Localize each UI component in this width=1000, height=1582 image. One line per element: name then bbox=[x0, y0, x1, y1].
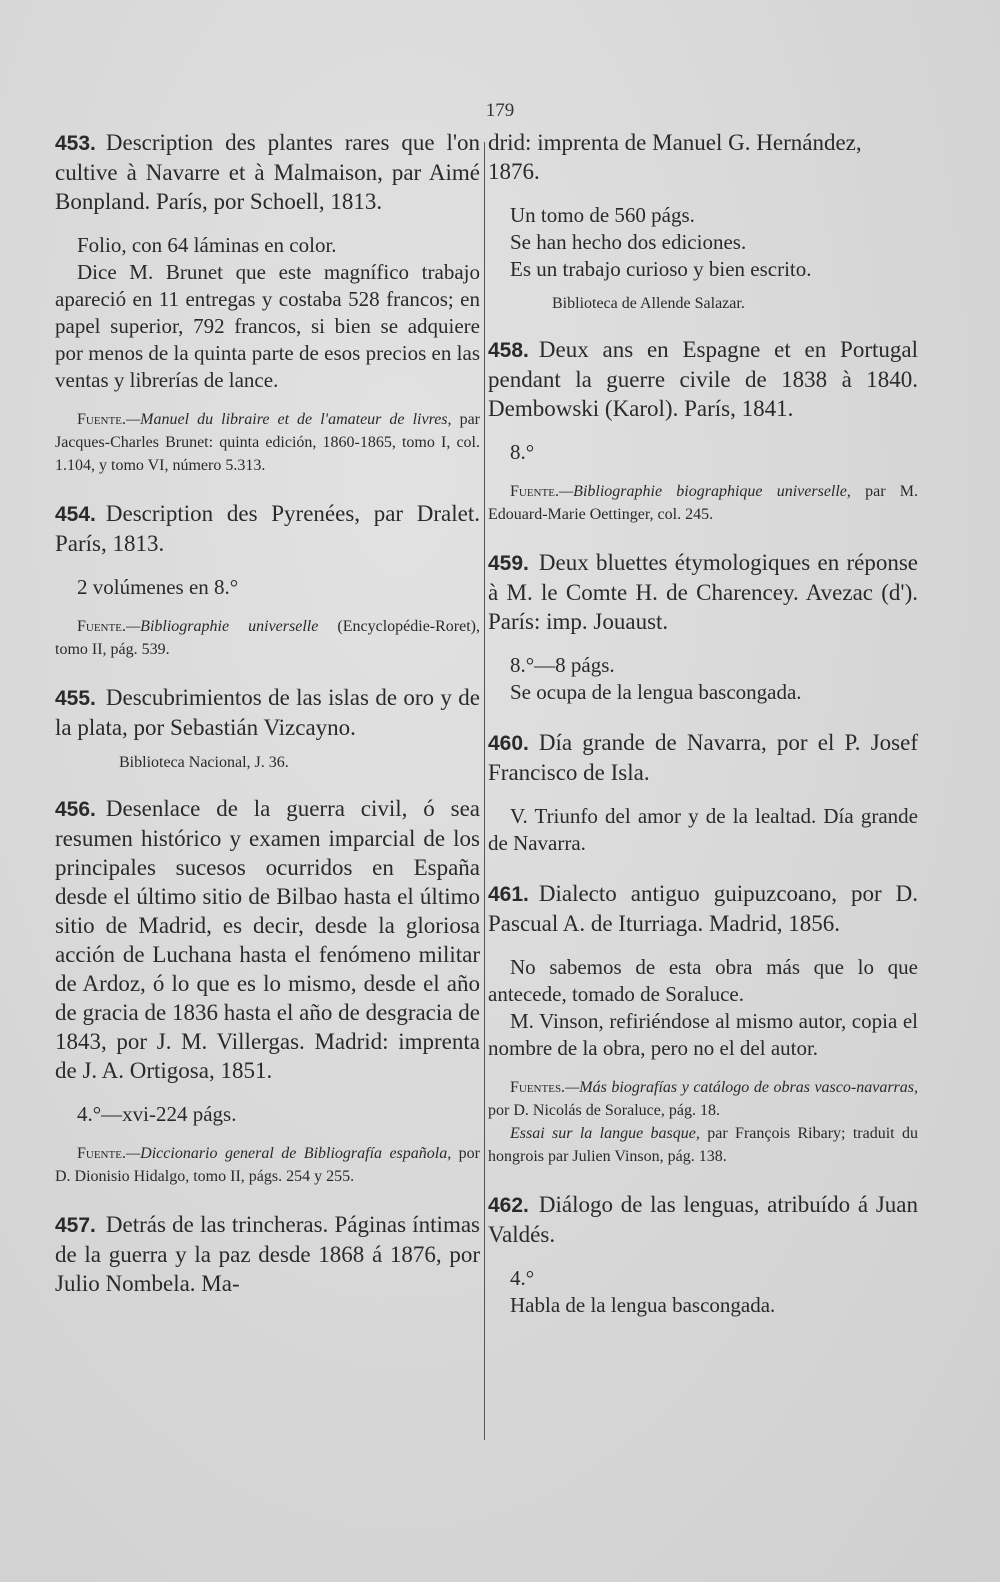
entry-number: 456. bbox=[55, 798, 96, 821]
source-title: —Más biografías y catálogo de obras vasco-navarras, bbox=[565, 1079, 918, 1096]
entry-number: 455. bbox=[55, 687, 96, 710]
source-title: —Diccionario general de Bibliografía española, bbox=[125, 1145, 452, 1162]
source-detail: por D. Dionisio Hidalgo, tomo II, págs. 254 y 255. bbox=[55, 1145, 480, 1185]
entry-title: Desenlace de la guerra civil, ó sea resumen histórico y examen imparcial de los principales sucesos ocurridos en España desde el último sitio de Bilbao hasta el último sitio de Madrid, es decir, desde la gloriosa acción de Luchana hasta el fenómeno militar de Ardoz, ó lo que es lo mismo, desde el año de gracia de 1836 hasta el año de desgracia de 1843, por J. M. Villergas. Madrid: imprenta de J. A. Ortigosa, 1851. bbox=[55, 796, 480, 1083]
entry-title: Diálogo de las lenguas, atribuído á Juan Valdés. bbox=[488, 1192, 918, 1247]
entry-number: 461. bbox=[488, 883, 529, 906]
entry-heading bbox=[55, 128, 480, 216]
entry-paragraph: Folio, con 64 láminas en color. bbox=[77, 233, 337, 257]
source-label: Fuente. bbox=[77, 1145, 126, 1162]
entry-source bbox=[488, 480, 918, 526]
entry-heading bbox=[488, 879, 918, 938]
left-column bbox=[55, 128, 480, 1320]
entry-number: 454. bbox=[55, 503, 96, 526]
entry-heading bbox=[55, 499, 480, 558]
source-detail: par Jacques-Charles Brunet: quinta edición, 1860-1865, tomo I, col. 1.104, y tomo VI, número 5.313. bbox=[55, 411, 480, 474]
entry-title: Detrás de las trincheras. Páginas íntimas de la guerra y la paz desde 1868 á 1876, por Julio Nombela. Ma- bbox=[55, 1212, 480, 1296]
column-divider bbox=[484, 142, 485, 1440]
entry-heading bbox=[55, 1210, 480, 1298]
entry-location: Biblioteca de Allende Salazar. bbox=[552, 295, 745, 312]
entry-455 bbox=[55, 683, 480, 772]
entry-number: 457. bbox=[55, 1214, 96, 1237]
entry-456 bbox=[55, 794, 480, 1188]
entry-paragraph: No sabemos de esta obra más que lo que antecede, tomado de Soraluce. bbox=[488, 955, 918, 1006]
entry-heading bbox=[488, 728, 918, 787]
source-detail: (Encyclopédie-Roret), tomo II, pág. 539. bbox=[55, 618, 480, 658]
entry-paragraph: V. Triunfo del amor y de la lealtad. Día grande de Navarra. bbox=[488, 804, 918, 855]
entry-title: Dialecto antiguo guipuzcoano, por D. Pascual A. de Iturriaga. Madrid, 1856. bbox=[488, 881, 918, 936]
source-label: Fuente. bbox=[77, 411, 126, 428]
entry-paragraph: Habla de la lengua bascongada. bbox=[510, 1293, 776, 1317]
entry-457-continuation bbox=[488, 128, 918, 313]
source-title: Essai sur la langue basque, bbox=[510, 1125, 700, 1142]
entry-title: Deux ans en Espagne et en Portugal pendant la guerre civile de 1838 à 1840. Dembowski (Karol). París, 1841. bbox=[488, 337, 918, 421]
entry-paragraph: Dice M. Brunet que este magnífico trabajo apareció en 11 entregas y costaba 528 francos; en papel superior, 792 francos, si bien se adquiere por menos de la quinta parte de esos precios en las ventas y librerías de lance. bbox=[55, 260, 480, 392]
entry-457 bbox=[55, 1210, 480, 1298]
entry-source bbox=[488, 1076, 918, 1122]
entry-heading bbox=[488, 548, 918, 636]
source-detail: por D. Nicolás de Soraluce, pág. 18. bbox=[488, 1102, 720, 1119]
entry-heading bbox=[55, 683, 480, 742]
source-detail: par M. Edouard-Marie Oettinger, col. 245. bbox=[488, 483, 918, 523]
entry-462 bbox=[488, 1190, 918, 1319]
entry-source bbox=[55, 1142, 480, 1188]
entry-paragraph: Se ocupa de la lengua bascongada. bbox=[510, 680, 802, 704]
entry-paragraph: 4.° bbox=[510, 1266, 535, 1290]
entry-source-secondary bbox=[488, 1122, 918, 1168]
entry-heading bbox=[55, 794, 480, 1085]
entry-454 bbox=[55, 499, 480, 661]
entry-source bbox=[55, 408, 480, 477]
page-number: 179 bbox=[485, 100, 515, 121]
entry-number: 459. bbox=[488, 552, 529, 575]
entry-459 bbox=[488, 548, 918, 706]
entry-title: Description des plantes rares que l'on cultive à Navarre et à Malmaison, par Aimé Bonpland. París, por Schoell, 1813. bbox=[55, 130, 480, 214]
entry-title: Día grande de Navarra, por el P. Josef Francisco de Isla. bbox=[488, 730, 918, 785]
source-label: Fuentes. bbox=[510, 1079, 566, 1096]
entry-number: 462. bbox=[488, 1194, 529, 1217]
entry-460 bbox=[488, 728, 918, 857]
entry-paragraph: M. Vinson, refiriéndose al mismo autor, copia el nombre de la obra, pero no el del autor. bbox=[488, 1009, 918, 1060]
entry-paragraph: 8.°—8 págs. bbox=[510, 653, 615, 677]
entry-453 bbox=[55, 128, 480, 477]
continuation-text: drid: imprenta de Manuel G. Hernández, 1876. bbox=[488, 130, 862, 184]
entry-title: Description des Pyrenées, par Dralet. París, 1813. bbox=[55, 501, 480, 556]
entry-paragraph: 4.°—xvi-224 págs. bbox=[77, 1102, 237, 1126]
source-detail: par François Ribary; traduit du hongrois par Julien Vinson, pág. 138. bbox=[488, 1125, 918, 1165]
entry-458 bbox=[488, 335, 918, 526]
entry-paragraph: Es un trabajo curioso y bien escrito. bbox=[510, 257, 812, 281]
entry-number: 453. bbox=[55, 132, 96, 155]
entry-title: Deux bluettes étymologiques en réponse à M. le Comte H. de Charencey. Avezac (d'). París: imp. Jouaust. bbox=[488, 550, 918, 634]
right-column bbox=[488, 128, 918, 1341]
entry-title: Descubrimientos de las islas de oro y de la plata, por Sebastián Vizcayno. bbox=[55, 685, 480, 740]
source-label: Fuente. bbox=[510, 483, 559, 500]
source-label: Fuente. bbox=[77, 618, 126, 635]
entry-paragraph: Un tomo de 560 págs. bbox=[510, 203, 695, 227]
entry-location: Biblioteca Nacional, J. 36. bbox=[119, 754, 289, 771]
entry-heading bbox=[488, 1190, 918, 1249]
entry-paragraph: 2 volúmenes en 8.° bbox=[77, 575, 239, 599]
entry-number: 458. bbox=[488, 339, 529, 362]
source-title: —Bibliographie universelle bbox=[125, 618, 319, 635]
entry-source bbox=[55, 615, 480, 661]
entry-paragraph: 8.° bbox=[510, 440, 535, 464]
entry-paragraph: Se han hecho dos ediciones. bbox=[510, 230, 747, 254]
entry-heading bbox=[488, 335, 918, 423]
source-title: —Manuel du libraire et de l'amateur de livres, bbox=[125, 411, 452, 428]
entry-number: 460. bbox=[488, 732, 529, 755]
source-title: —Bibliographie biographique universelle, bbox=[558, 483, 851, 500]
entry-461 bbox=[488, 879, 918, 1168]
